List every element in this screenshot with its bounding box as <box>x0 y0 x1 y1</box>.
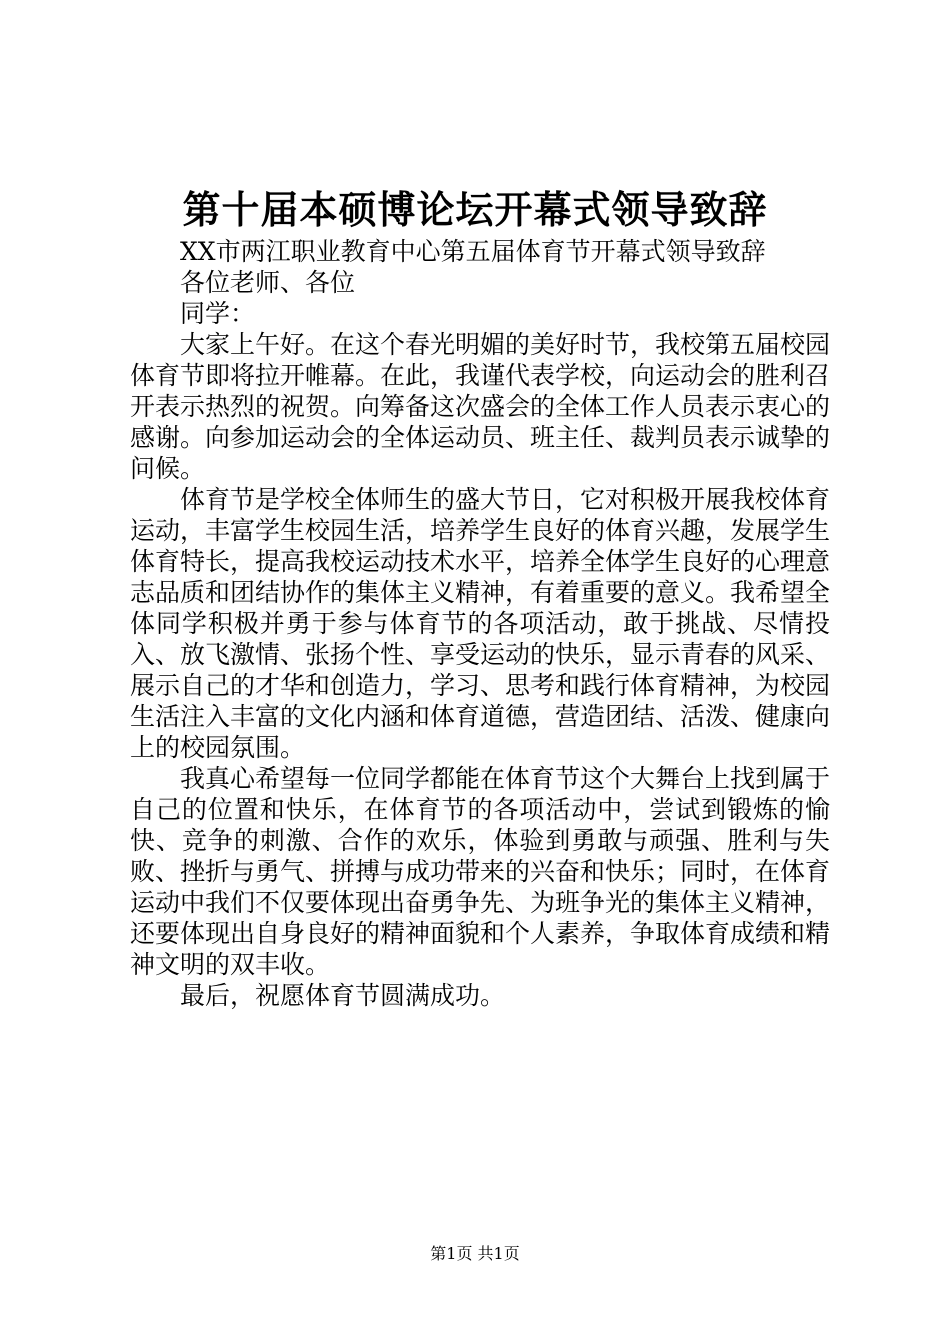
page-footer: 第1页 共1页 <box>430 1244 520 1263</box>
paragraph-3: 我真心希望每一位同学都能在体育节这个大舞台上找到属于自己的位置和快乐，在体育节的各项活动中，尝试到锻炼的愉快、竞争的刺激、合作的欢乐，体验到勇敢与顽强、胜利与失败、挫折与勇气、拼搏与成功带来的兴奋和快乐；同时，在体育运动中我们不仅要体现出奋勇争先、为班争光的集体主义精神，还要体现出自身良好的精神面貌和个人素养，争取体育成绩和精神文明的双丰收。 <box>130 764 831 979</box>
greeting-line-2: 同学： <box>180 299 256 328</box>
document-body <box>130 236 830 1011</box>
paragraph-1: 大家上午好。在这个春光明媚的美好时节，我校第五届校园体育节即将拉开帷幕。在此，我谨代表学校，向运动会的胜利召开表示热烈的祝贺。向筹备这次盛会的全体工作人员表示衷心的感谢。向参加运动会的全体运动员、班主任、裁判员表示诚挚的问候。 <box>130 330 831 483</box>
paragraph-2: 体育节是学校全体师生的盛大节日，它对积极开展我校体育运动，丰富学生校园生活，培养学生良好的体育兴趣，发展学生体育特长，提高我校运动技术水平，培养全体学生良好的心理意志品质和团结协作的集体主义精神，有着重要的意义。我希望全体同学积极并勇于参与体育节的各项活动，敢于挑战、尽情投入、放飞激情、张扬个性、享受运动的快乐，显示青春的风采、展示自己的才华和创造力，学习、思考和践行体育精神，为校园生活注入丰富的文化内涵和体育道德，营造团结、活泼、健康向上的校园氛围。 <box>130 485 831 762</box>
greeting-line-1: 各位老师、各位 <box>180 268 356 297</box>
document-title: 第十届本硕博论坛开幕式领导致辞 <box>182 187 768 232</box>
document-subtitle: XX市两江职业教育中心第五届体育节开幕式领导致辞 <box>180 237 766 266</box>
paragraph-4: 最后，祝愿体育节圆满成功。 <box>180 981 506 1010</box>
